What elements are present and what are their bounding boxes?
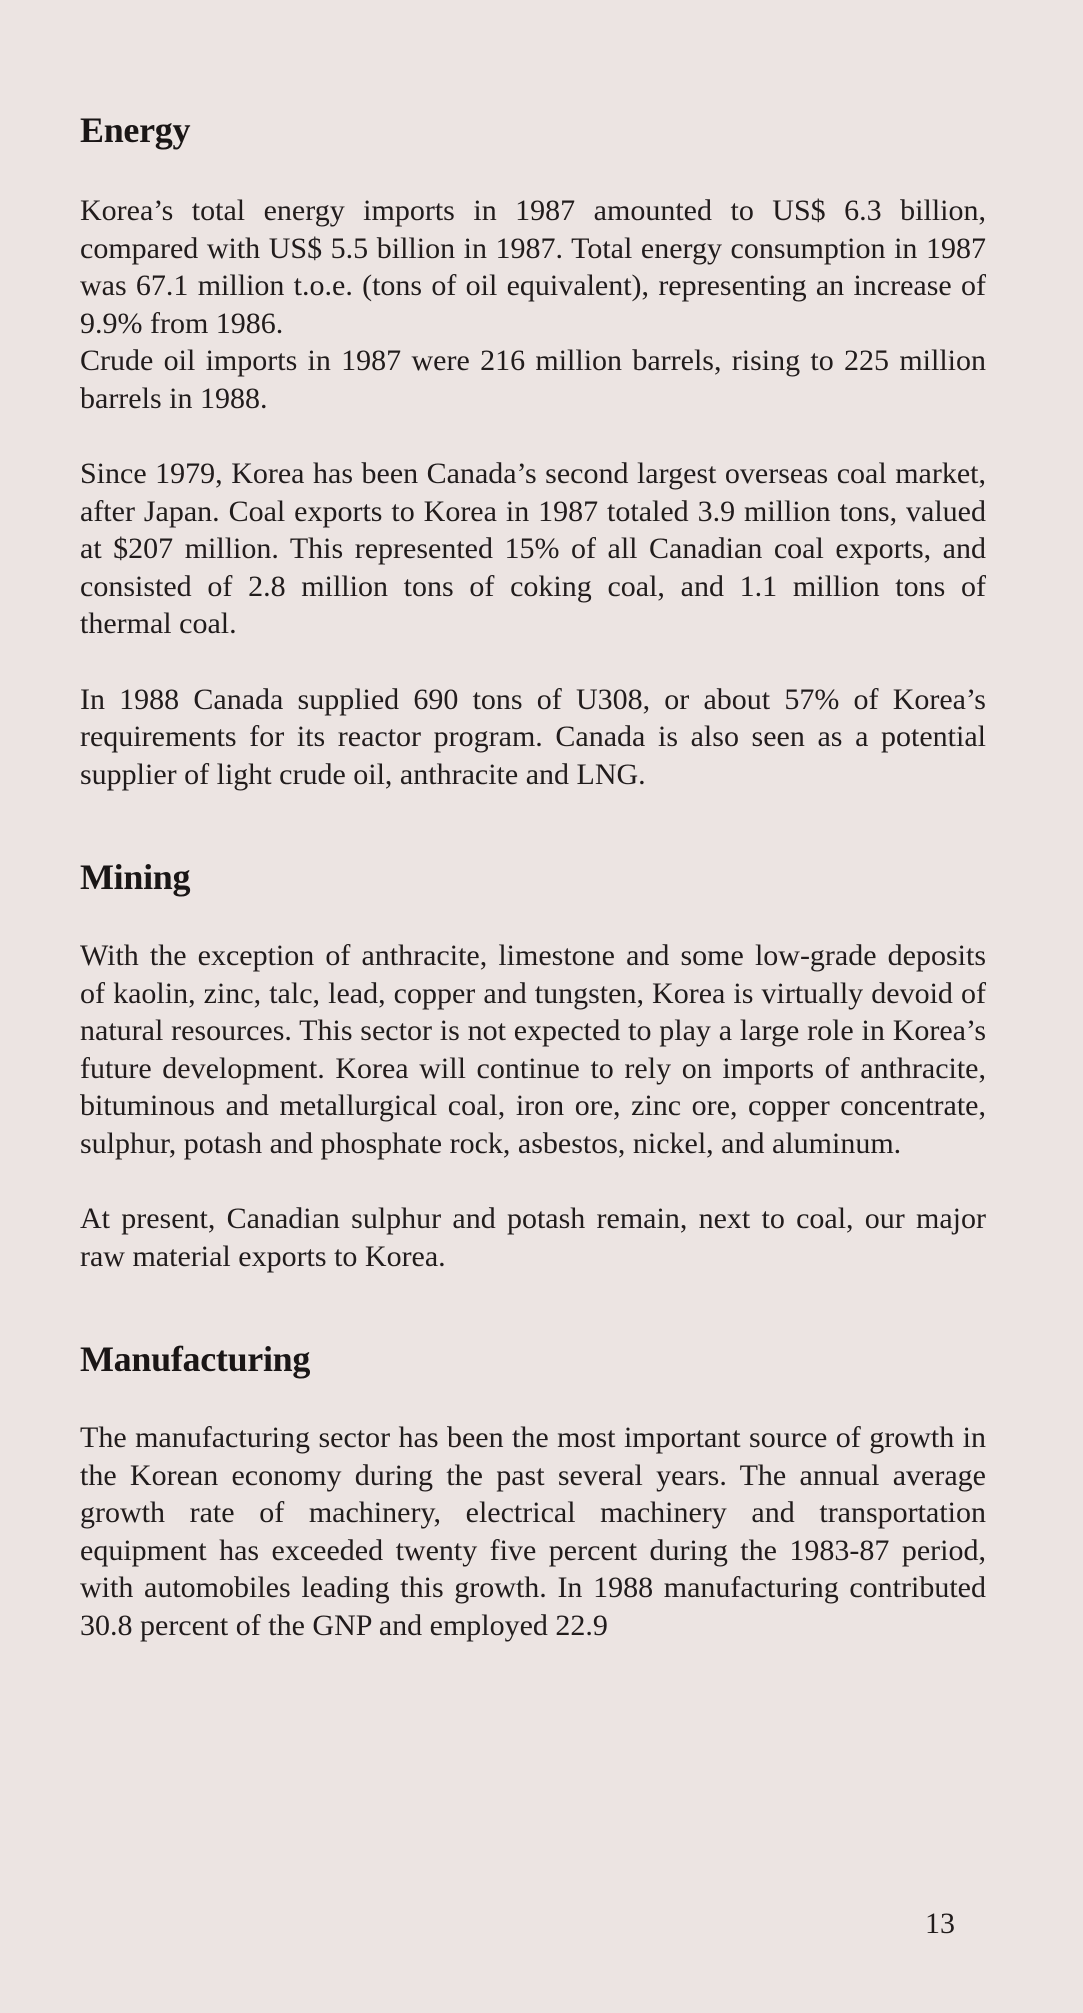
paragraph-natural-resources: With the exception of anthracite, limestone and some low-grade deposits of kaolin, zinc, talc, lead, copper and tungsten, Korea is virtually devoid of natural resources. This sector is not expected to play a large role in Korea’s future development. Korea will continue to rely on imports of anthracite, bituminous and metallurgical coal, iron ore, zinc ore, copper concentrate, sulphur, potash and phosphate rock, asbestos, nickel, and aluminum. xyxy=(80,939,986,1160)
paragraph-crude-oil: Crude oil imports in 1987 were 216 million barrels, rising to 225 million barrels in 1988. xyxy=(80,344,986,415)
paragraph-energy-imports: Korea’s total energy imports in 1987 amounted to US$ 6.3 billion, compared with US$ 5.5 billion in 1987. Total energy consumption in 1987 was 67.1 million t.o.e. (tons of oil equivalent), representing an increase of 9.9% from 1986. xyxy=(80,194,986,340)
page-number: 13 xyxy=(925,1907,955,1940)
section-heading-mining: Mining xyxy=(80,857,191,897)
paragraph-manufacturing-growth: The manufacturing sector has been the most important source of growth in the Korean economy during the past several years. The annual average growth rate of machinery, electrical machinery and transportation equipment has exceeded twenty five percent during the 1983-87 period, with automobiles leading this growth. In 1988 manufacturing contributed 30.8 percent of the GNP and employed 22.9 xyxy=(80,1421,986,1642)
paragraph-raw-material-exports: At present, Canadian sulphur and potash remain, next to coal, our major raw material exports to Korea. xyxy=(80,1202,986,1273)
paragraph-coal-market: Since 1979, Korea has been Canada’s second largest overseas coal market, after Japan. Coal exports to Korea in 1987 totaled 3.9 million tons, valued at $207 million. This represented 15% of all Canadian coal exports, and consisted of 2.8 million tons of coking coal, and 1.1 million tons of thermal coal. xyxy=(80,457,986,640)
paragraph-uranium: In 1988 Canada supplied 690 tons of U308, or about 57% of Korea’s requirements for its reactor program. Canada is also seen as a potential supplier of light crude oil, anthracite and LNG. xyxy=(80,682,986,791)
section-heading-manufacturing: Manufacturing xyxy=(80,1339,311,1379)
section-heading-energy: Energy xyxy=(80,110,191,150)
page-body xyxy=(80,108,986,1644)
